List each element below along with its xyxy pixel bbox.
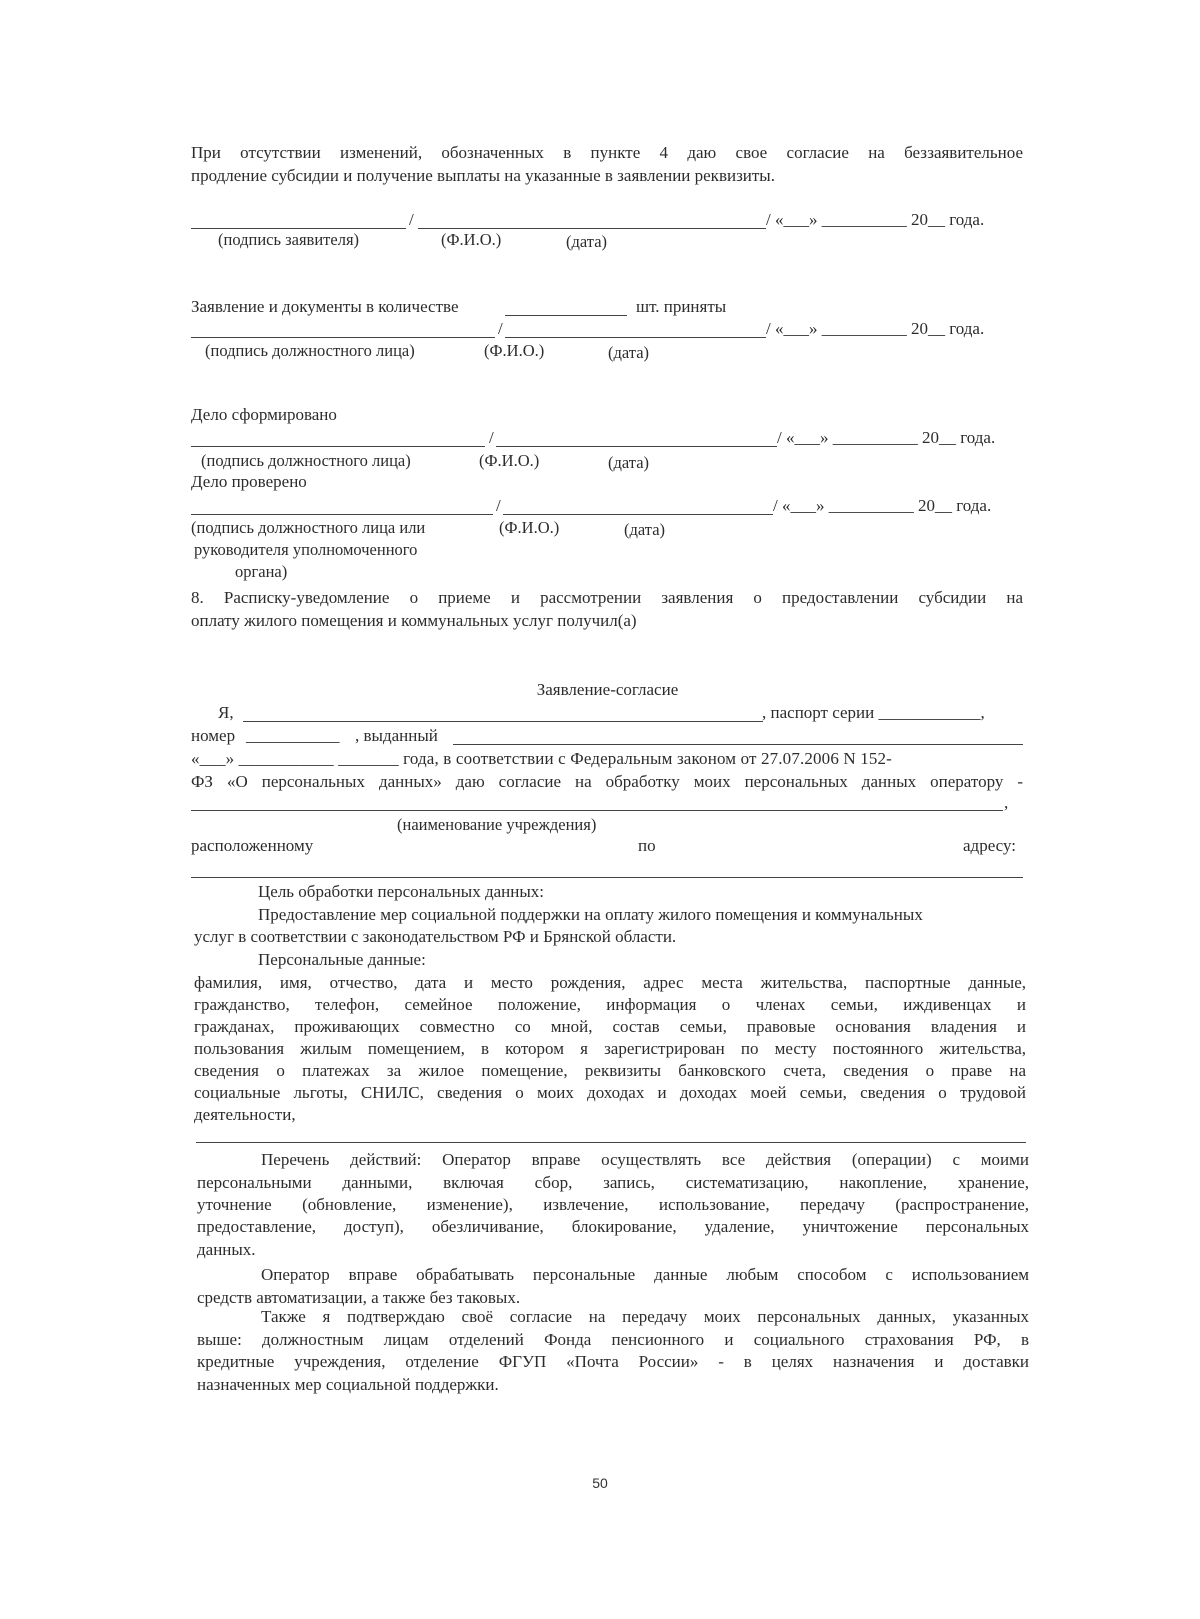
transfer-line-3: кредитные учреждения, отделение ФГУП «Почта России» - в целях назначения и доставки xyxy=(197,1352,1029,1371)
personal-data-heading: Персональные данные: xyxy=(258,950,426,969)
transfer-line-2: выше: должностным лицам отделений Фонда пенсионного и социального страхования РФ, в xyxy=(197,1330,1029,1349)
case-checked-date: / «___» __________ 20__ года. xyxy=(773,496,992,515)
purpose-heading: Цель обработки персональных данных: xyxy=(258,882,544,901)
transfer-line-1: Также я подтверждаю своё согласие на передачу моих персональных данных, указанных xyxy=(261,1307,1029,1326)
personal-data-line-4: пользования жилым помещением, в котором я зарегистрирован по месту постоянного жительства, xyxy=(194,1039,1026,1058)
actions-line-2: персональными данными, включая сбор, запись, систематизацию, накопление, хранение, xyxy=(197,1173,1029,1192)
label-official-signature-3c: органа) xyxy=(235,562,288,581)
address-line[interactable] xyxy=(191,877,1023,878)
official-fio-line-3[interactable] xyxy=(503,514,773,515)
additional-data-line[interactable] xyxy=(196,1142,1026,1143)
label-official-date-2: (дата) xyxy=(608,453,650,472)
label-official-fio-2: (Ф.И.О.) xyxy=(479,451,540,470)
i-label: Я, xyxy=(218,703,234,722)
actions-line-3: уточнение (обновление, изменение), извлечение, использование, передачу (распространение, xyxy=(197,1195,1029,1214)
official-signature-line-1[interactable] xyxy=(191,337,495,338)
operator-name-line[interactable] xyxy=(191,810,1003,811)
sig1-date: / «___» __________ 20__ года. xyxy=(766,210,985,229)
issued-label: , выданный xyxy=(355,726,438,745)
official-fio-line-1[interactable] xyxy=(505,337,766,338)
label-applicant-fio: (Ф.И.О.) xyxy=(441,230,502,249)
label-applicant-date: (дата) xyxy=(566,232,608,251)
label-official-fio-3: (Ф.И.О.) xyxy=(499,518,560,537)
label-official-signature-2: (подпись должностного лица) xyxy=(201,451,411,470)
operator-comma: , xyxy=(1004,793,1009,812)
processing-line-2: средств автоматизации, а также без таковых. xyxy=(197,1288,521,1307)
full-name-line[interactable] xyxy=(243,721,763,722)
fz-line: ФЗ «О персональных данных» даю согласие на обработку моих персональных данных оператору - xyxy=(191,772,1023,791)
docs-accepted-prefix: Заявление и документы в количестве xyxy=(191,297,459,316)
personal-data-line-5: сведения о платежах за жилое помещение, реквизиты банковского счета, сведения о праве на xyxy=(194,1061,1026,1080)
official-signature-line-2[interactable] xyxy=(191,446,485,447)
receipt-line-1: 8. Расписку-уведомление о приеме и рассмотрении заявления о предоставлении субсидии на xyxy=(191,588,1023,607)
consent-line-1: При отсутствии изменений, обозначенных в пункте 4 даю свое согласие на беззаявительное xyxy=(191,143,1023,162)
docs-accepted-suffix: шт. приняты xyxy=(636,297,727,316)
label-official-fio-1: (Ф.И.О.) xyxy=(484,341,545,360)
label-official-signature-3b: руководителя уполномоченного xyxy=(194,540,418,559)
applicant-fio-line[interactable] xyxy=(418,228,766,229)
personal-data-line-3: гражданах, проживающих совместно со мной, состав семьи, правовые основания владения и xyxy=(194,1017,1026,1036)
case-formed-slash: / xyxy=(489,428,494,447)
purpose-line-2: услуг в соответствии с законодательством РФ и Брянской области. xyxy=(194,927,677,946)
personal-data-line-1: фамилия, имя, отчество, дата и место рождения, адрес места жительства, паспортные данные, xyxy=(194,973,1026,992)
case-checked-title: Дело проверено xyxy=(191,472,307,491)
case-formed-date: / «___» __________ 20__ года. xyxy=(777,428,996,447)
consent-form-title: Заявление-согласие xyxy=(536,680,679,699)
label-official-date-1: (дата) xyxy=(608,343,650,362)
docs-slash: / xyxy=(498,319,503,338)
applicant-signature-line[interactable] xyxy=(191,228,406,229)
number-blank: ___________ xyxy=(246,726,340,745)
number-label: номер xyxy=(191,726,236,745)
official-fio-line-2[interactable] xyxy=(496,446,777,447)
actions-line-4: предоставление, доступ), обезличивание, блокирование, удаление, уничтожение персональных xyxy=(197,1217,1029,1236)
actions-line-1: Перечень действий: Оператор вправе осуществлять все действия (операции) с моими xyxy=(261,1150,1029,1169)
processing-line-1: Оператор вправе обрабатывать персональные данные любым способом с использованием xyxy=(261,1265,1029,1284)
receipt-line-2: оплату жилого помещения и коммунальных услуг получил(а) xyxy=(191,611,637,630)
label-official-signature-1: (подпись должностного лица) xyxy=(205,341,415,360)
passport-series: , паспорт серии ____________, xyxy=(762,703,985,722)
personal-data-last-line: деятельности, xyxy=(194,1105,296,1124)
personal-data-line-2: гражданство, телефон, семейное положение, информация о членах семьи, иждивенцах и xyxy=(194,995,1026,1014)
located-word-2: по xyxy=(638,836,656,855)
official-signature-line-3[interactable] xyxy=(191,514,493,515)
case-checked-slash: / xyxy=(496,496,501,515)
label-official-date-3: (дата) xyxy=(624,520,666,539)
docs-count-line[interactable] xyxy=(505,315,627,316)
actions-last-line: данных. xyxy=(197,1240,256,1259)
label-official-signature-3a: (подпись должностного лица или xyxy=(191,518,426,537)
issued-by-line[interactable] xyxy=(453,744,1023,745)
transfer-last-line: назначенных мер социальной поддержки. xyxy=(197,1375,499,1394)
institution-label: (наименование учреждения) xyxy=(397,815,597,834)
consent-line-2: продление субсидии и получение выплаты на указанные в заявлении реквизиты. xyxy=(191,166,775,185)
personal-data-line-6: социальные льготы, СНИЛС, сведения о моих доходах и доходах моей семьи, сведения о трудовой xyxy=(194,1083,1026,1102)
sig1-slash: / xyxy=(409,210,414,229)
case-formed-title: Дело сформировано xyxy=(191,405,337,424)
purpose-line-1: Предоставление мер социальной поддержки на оплату жилого помещения и коммунальных xyxy=(258,905,923,924)
docs-date: / «___» __________ 20__ года. xyxy=(766,319,985,338)
page-number: 50 xyxy=(592,1475,608,1491)
located-word-1: расположенному xyxy=(191,836,314,855)
located-word-3: адресу: xyxy=(963,836,1016,855)
date-line: «___» ___________ _______ года, в соответствии с Федеральным законом от 27.07.2006 N 152- xyxy=(191,749,892,768)
label-applicant-signature: (подпись заявителя) xyxy=(218,230,360,249)
